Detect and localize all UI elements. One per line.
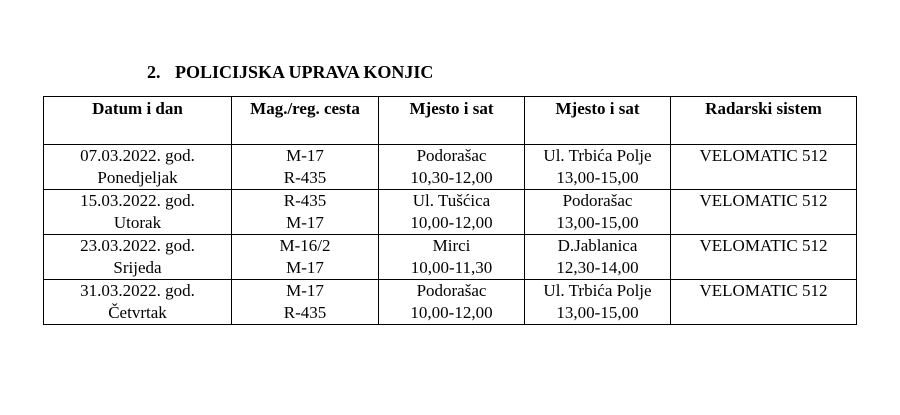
cell-time-1: 10,00-12,00 xyxy=(410,213,493,232)
cell-day: Ponedjeljak xyxy=(97,168,178,187)
cell-place-1: Podorašac xyxy=(416,281,487,300)
cell-radar-system: VELOMATIC 512 xyxy=(699,191,828,210)
cell-place-2: Podorašac xyxy=(562,191,633,210)
cell-radar-system: VELOMATIC 512 xyxy=(699,281,828,300)
table-row xyxy=(44,145,857,190)
cell-road-2: M-17 xyxy=(286,258,324,277)
cell-time-1: 10,30-12,00 xyxy=(410,168,493,187)
cell-place-2: D.Jablanica xyxy=(557,236,638,255)
header-radar-system: Radarski sistem xyxy=(671,97,857,145)
cell-radar xyxy=(671,280,857,325)
cell-place-2: Ul. Trbića Polje xyxy=(543,146,652,165)
cell-place-1: Podorašac xyxy=(416,146,487,165)
cell-place-time-2 xyxy=(525,280,671,325)
cell-day: Srijeda xyxy=(113,258,162,277)
header-date-day: Datum i dan xyxy=(44,97,232,145)
cell-place-1: Mirci xyxy=(432,236,471,255)
cell-place-time-1 xyxy=(379,190,525,235)
cell-road xyxy=(232,145,379,190)
cell-time-1: 10,00-12,00 xyxy=(410,303,493,322)
cell-date: 07.03.2022. god. xyxy=(80,146,195,165)
cell-road xyxy=(232,235,379,280)
cell-place-1: Ul. Tušćica xyxy=(412,191,491,210)
cell-road xyxy=(232,190,379,235)
cell-radar xyxy=(671,190,857,235)
cell-day: Četvrtak xyxy=(108,303,167,322)
header-place-time-1: Mjesto i sat xyxy=(379,97,525,145)
cell-road-1: R-435 xyxy=(283,191,327,210)
cell-radar xyxy=(671,145,857,190)
cell-road-2: M-17 xyxy=(286,213,324,232)
cell-date-day xyxy=(44,280,232,325)
cell-place-time-1 xyxy=(379,280,525,325)
cell-time-2: 13,00-15,00 xyxy=(556,168,639,187)
cell-road-2: R-435 xyxy=(283,303,327,322)
cell-date: 31.03.2022. god. xyxy=(80,281,195,300)
cell-road-1: M-17 xyxy=(286,281,324,300)
section-heading xyxy=(147,60,433,84)
section-number: 2. xyxy=(147,62,161,82)
cell-time-2: 12,30-14,00 xyxy=(556,258,639,277)
cell-date: 23.03.2022. god. xyxy=(80,236,195,255)
cell-place-time-2 xyxy=(525,190,671,235)
cell-road xyxy=(232,280,379,325)
cell-place-2: Ul. Trbića Polje xyxy=(543,281,652,300)
cell-road-2: R-435 xyxy=(283,168,327,187)
cell-place-time-1 xyxy=(379,235,525,280)
cell-radar-system: VELOMATIC 512 xyxy=(699,236,828,255)
cell-time-2: 13,00-15,00 xyxy=(556,213,639,232)
section-title: POLICIJSKA UPRAVA KONJIC xyxy=(175,62,434,82)
cell-date-day xyxy=(44,235,232,280)
cell-radar xyxy=(671,235,857,280)
table-row xyxy=(44,235,857,280)
radar-schedule-table xyxy=(43,96,857,325)
cell-date: 15.03.2022. god. xyxy=(80,191,195,210)
cell-date-day xyxy=(44,190,232,235)
table-header-row xyxy=(44,97,857,145)
cell-time-2: 13,00-15,00 xyxy=(556,303,639,322)
table-row xyxy=(44,190,857,235)
cell-radar-system: VELOMATIC 512 xyxy=(699,146,828,165)
cell-day: Utorak xyxy=(113,213,162,232)
cell-road-1: M-16/2 xyxy=(279,236,331,255)
cell-place-time-2 xyxy=(525,235,671,280)
header-place-time-2: Mjesto i sat xyxy=(525,97,671,145)
cell-road-1: M-17 xyxy=(286,146,324,165)
cell-place-time-2 xyxy=(525,145,671,190)
table-row xyxy=(44,280,857,325)
cell-date-day xyxy=(44,145,232,190)
header-road: Mag./reg. cesta xyxy=(232,97,379,145)
cell-time-1: 10,00-11,30 xyxy=(410,258,493,277)
cell-place-time-1 xyxy=(379,145,525,190)
